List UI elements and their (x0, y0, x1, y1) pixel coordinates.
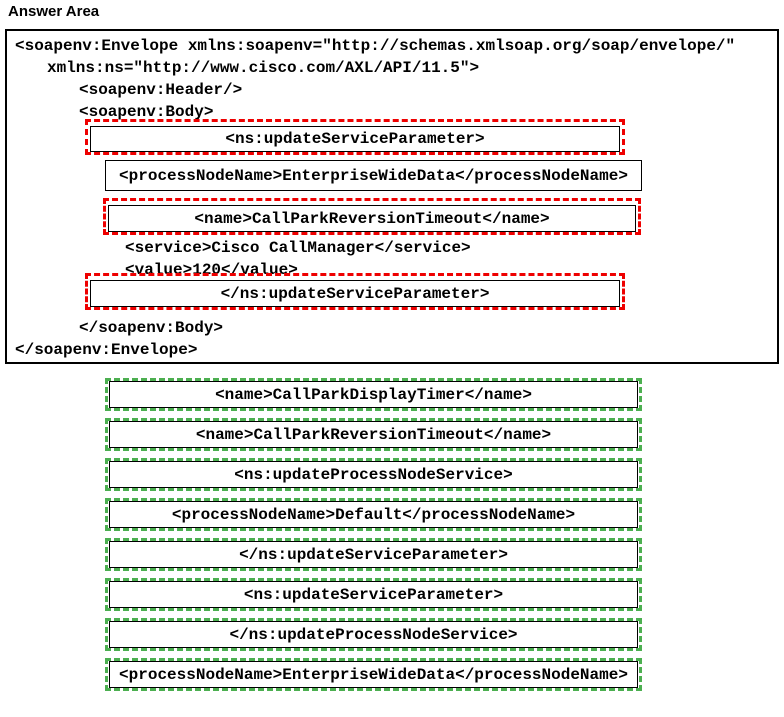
dropped-item-open-tag[interactable]: <ns:updateServiceParameter> (90, 126, 620, 152)
drag-option-4-label[interactable]: <processNodeName>Default</processNodeName> (109, 501, 638, 528)
code-line-envelope-open: <soapenv:Envelope xmlns:soapenv=″http://schemas.xmlsoap.org/soap/envelope/″ (15, 37, 736, 55)
code-line-service: <service>Cisco CallManager</service> (125, 239, 471, 257)
drag-option-8-label[interactable]: <processNodeName>EnterpriseWideData</processNodeName> (109, 661, 638, 688)
drag-option-6[interactable] (105, 578, 642, 611)
drop-slot-open-tag[interactable] (85, 119, 625, 155)
drag-option-6-label[interactable]: <ns:updateServiceParameter> (109, 581, 638, 608)
drag-option-3-label[interactable]: <ns:updateProcessNodeService> (109, 461, 638, 488)
code-line-body-open: <soapenv:Body> (79, 103, 214, 121)
placed-item-process-node[interactable]: <processNodeName>EnterpriseWideData</processNodeName> (105, 160, 642, 191)
drag-option-2-label[interactable]: <name>CallParkReversionTimeout</name> (109, 421, 638, 448)
drag-option-8[interactable] (105, 658, 642, 691)
drag-option-1[interactable] (105, 378, 642, 411)
drag-option-5-label[interactable]: </ns:updateServiceParameter> (109, 541, 638, 568)
drop-slot-param-name[interactable] (103, 198, 641, 235)
code-line-body-close: </soapenv:Body> (79, 319, 224, 337)
code-line-header: <soapenv:Header/> (79, 81, 243, 99)
drag-option-5[interactable] (105, 538, 642, 571)
drag-option-2[interactable] (105, 418, 642, 451)
code-line-envelope-close: </soapenv:Envelope> (15, 341, 198, 359)
drop-slot-close-tag[interactable] (85, 273, 625, 310)
drag-option-7-label[interactable]: </ns:updateProcessNodeService> (109, 621, 638, 648)
dropped-item-param-name[interactable]: <name>CallParkReversionTimeout</name> (108, 205, 636, 232)
code-line-xmlns-ns: xmlns:ns=″http://www.cisco.com/AXL/API/11.5″> (47, 59, 480, 77)
drag-option-7[interactable] (105, 618, 642, 651)
drag-option-1-label[interactable]: <name>CallParkDisplayTimer</name> (109, 381, 638, 408)
drag-option-3[interactable] (105, 458, 642, 491)
drag-option-4[interactable] (105, 498, 642, 531)
code-line-value: <value>120</value> (125, 261, 298, 279)
dropped-item-close-tag[interactable]: </ns:updateServiceParameter> (90, 280, 620, 307)
page-title: Answer Area (8, 3, 100, 20)
